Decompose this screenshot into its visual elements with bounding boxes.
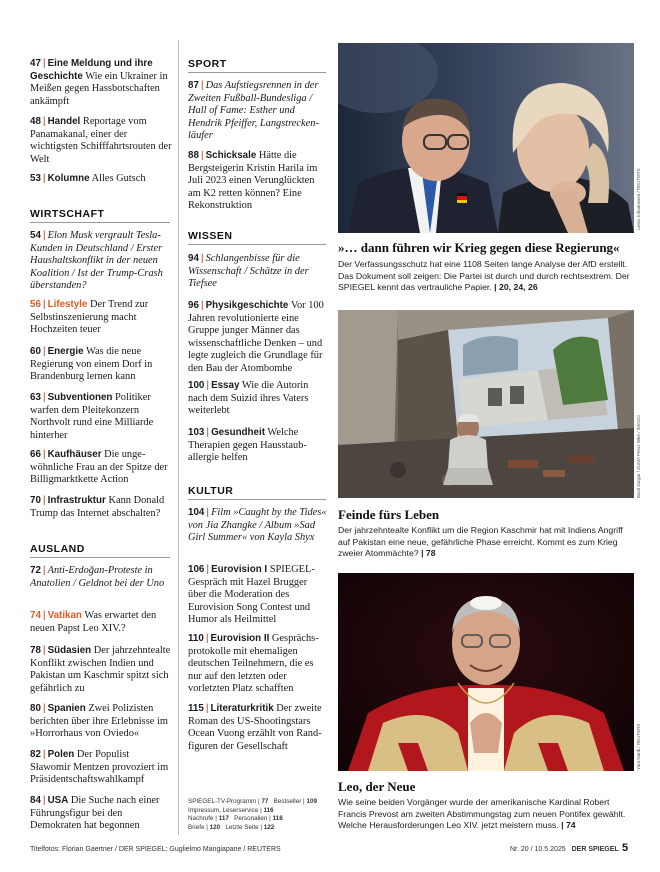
toc-item[interactable]: 106 | Eurovision I SPIEGEL-Gespräch mit Hazel Brugger über die Moderation des Eurovision Song Contest und Humor als Heilmittel bbox=[188, 564, 315, 626]
feature-headline[interactable]: »… dann führen wir Krieg gegen diese Regierung« bbox=[338, 240, 620, 255]
section-heading-ausland: AUSLAND bbox=[30, 543, 85, 555]
magazine-name: DER SPIEGEL bbox=[571, 846, 619, 853]
toc-item[interactable]: 63 | Subventionen Politiker warfen dem Pleitekonzern Northvolt rund eine Milliarde hinterher bbox=[30, 392, 154, 441]
feature-photo-afd[interactable] bbox=[338, 43, 634, 233]
toc-item[interactable]: 70 | Infrastruktur Kann Donald Trump das Internet abschalten? bbox=[30, 495, 165, 519]
section-heading-wirtschaft: WIRTSCHAFT bbox=[30, 208, 105, 220]
photo-credit: Yara Nardi / REUTERS bbox=[636, 723, 641, 770]
toc-item[interactable]: 47 | Eine Meldung und ihre Geschichte Wie ein Ukrainer in Meißen gegen Hassbotschaften ankämpft bbox=[30, 58, 168, 107]
section-rule bbox=[188, 499, 326, 500]
toc-item[interactable]: 94 | Schlangenbisse für die Wissenschaft / Schätze in der Tiefsee bbox=[188, 253, 309, 290]
imprint-row[interactable]: Nachrufe | 117 Personalien | 118 bbox=[188, 815, 283, 823]
feature-teaser: Der jahrzehntealte Konflikt um die Region Kaschmir hat mit Indiens Angriff auf Pakistan eine neue, gefährliche Phase erreicht. Kommt es zum Krieg zweier Atommächte? | 78 bbox=[338, 525, 623, 559]
section-heading-sport: SPORT bbox=[188, 58, 227, 70]
section-rule bbox=[30, 222, 170, 223]
toc-item[interactable]: 48 | Handel Reportage vom Panamakanal, einer der wichtigsten Schifffahrtsrouten der Welt bbox=[30, 116, 172, 165]
imprint-list bbox=[188, 798, 328, 833]
toc-item[interactable]: 88 | Schicksale Hätte die Bergsteigerin Kristin Harila im Juli 2023 einen Verunglückten am K2 retten können? Eine Rekonstruktion bbox=[188, 150, 318, 212]
toc-item[interactable]: 80 | Spanien Zwei Polizisten berichten über ihre Erlebnisse im »Horrorhaus von Oviedo« bbox=[30, 703, 168, 740]
toc-item[interactable]: 54 | Elon Musk vergrault Tesla-Kunden in Deutschland / Erster Haushaltskonflikt in der neuen Koalition / Ist der Trump-Crash überstanden? bbox=[30, 230, 163, 292]
toc-item[interactable]: 104 | Film »Caught by the Tides« von Jia Zhangke / Album »Sad Girl Summer« von Kayla Shyx bbox=[188, 507, 327, 544]
toc-item[interactable]: 78 | Südasien Der jahrzehntealte Konflikt zwischen Indien und Pakistan um Kaschmir spitzt sich gefährlich zu bbox=[30, 645, 171, 694]
feature-headline[interactable]: Feinde fürs Leben bbox=[338, 507, 440, 522]
cover-photo-credits: Titelfotos: Florian Gaertner / DER SPIEGEL; Guglielmo Mangiapane / REUTERS bbox=[30, 846, 281, 853]
toc-item[interactable]: 84 | USA Die Suche nach einer Führungsfigur bei den Demokraten hat begonnen bbox=[30, 795, 160, 832]
feature-headline[interactable]: Leo, der Neue bbox=[338, 779, 416, 794]
section-rule bbox=[188, 72, 326, 73]
toc-item[interactable]: 103 | Gesundheit Welche Therapien gegen Hausstauballergie helfen bbox=[188, 427, 307, 464]
toc-item[interactable]: 96 | Physikgeschichte Vor 100 Jahren revolutionierte eine Gruppe junger Männer das wissenschaftliche Denken – und legte zugleich die Grundlage für den Bau der Atombombe bbox=[188, 300, 324, 374]
page-number: 5 bbox=[622, 842, 629, 854]
toc-item[interactable]: 60 | Energie Was die neue Regierung von einem Dorf in Brandenburg lernen kann bbox=[30, 346, 153, 383]
section-heading-wissen: WISSEN bbox=[188, 230, 233, 242]
imprint-row[interactable]: SPIEGEL-TV-Programm | 77 Bestseller | 109 bbox=[188, 798, 317, 805]
feature-photo-pope[interactable] bbox=[338, 573, 634, 771]
toc-item[interactable]: 74 | Vatikan Was erwartet den neuen Papst Leo XIV.? bbox=[30, 610, 157, 634]
photo-credit: Liesa Johannssen / REUTERS bbox=[636, 168, 641, 230]
feature-teaser: Wie seine beiden Vorgänger wurde der amerikanische Kardinal Robert Francis Prevost am zweiten Abstimmungstag zum neuen Pontifex gewählt. Welche Herausforderungen Leo XIV. jetzt meistern muss. | 74 bbox=[338, 797, 626, 831]
issue-info: Nr. 20 / 10.5.2025 DER SPIEGEL bbox=[510, 846, 619, 853]
toc-item[interactable]: 87 | Das Aufstiegsrennen in der Zweiten Fußball-Bundesliga / Hall of Fame: Esther und Hendrik Pfeiffer, Langstreckenläufer bbox=[188, 80, 319, 142]
section-rule bbox=[188, 244, 326, 245]
feature-photo-kashmir[interactable] bbox=[338, 310, 634, 498]
feature-teaser: Der Verfassungsschutz hat eine 1108 Seiten lange Analyse der AfD erstellt. Das Dokument soll zeigen: Die Partei ist durch und durch rechtsextrem. Der SPIEGEL kennt das vertrauliche Papier. | 20, 24, 26 bbox=[338, 259, 630, 293]
section-rule bbox=[30, 557, 170, 558]
toc-item[interactable]: 110 | Eurovision II Gesprächsprotokolle mit ehemaligen deutschen Teilnehmern, die es nur auf den letzten oder vorletzten Platz schafften bbox=[188, 633, 319, 695]
toc-item[interactable]: 115 | Literaturkritik Der zweite Roman des US-Shootingstars Ocean Vuong erzählt von Randfiguren der Gesellschaft bbox=[188, 703, 322, 752]
toc-item[interactable]: 72 | Anti-Erdoğan-Proteste in Anatolien / Geldnot bei der Uno bbox=[30, 565, 165, 589]
imprint-row[interactable]: Impressum, Leserservice | 116 bbox=[188, 806, 274, 814]
toc-item[interactable]: 66 | Kaufhäuser Die ungewöhnliche Frau an der Spitze der Billigmarktkette Action bbox=[30, 449, 168, 486]
toc-item[interactable]: 82 | Polen Der Populist Sławomir Mentzen provoziert im Präsidentschaftswahlkampf bbox=[30, 749, 169, 786]
column-divider bbox=[178, 40, 179, 835]
photo-credit: Basit Zargar / ZUMA Press Wire / IMAGO bbox=[636, 415, 641, 498]
toc-item[interactable]: 100 | Essay Wie die Autorin nach dem Suizid ihres Vaters weiterlebt bbox=[188, 380, 309, 417]
imprint-row[interactable]: Briefe | 120 Letzte Seite | 122 bbox=[188, 824, 275, 832]
toc-item[interactable]: 53 | Kolumne Alles Gutsch bbox=[30, 173, 146, 184]
section-heading-kultur: KULTUR bbox=[188, 485, 234, 497]
toc-item[interactable]: 56 | Lifestyle Der Trend zur Selbstinszenierung macht Hochzeiten teuer bbox=[30, 299, 149, 336]
